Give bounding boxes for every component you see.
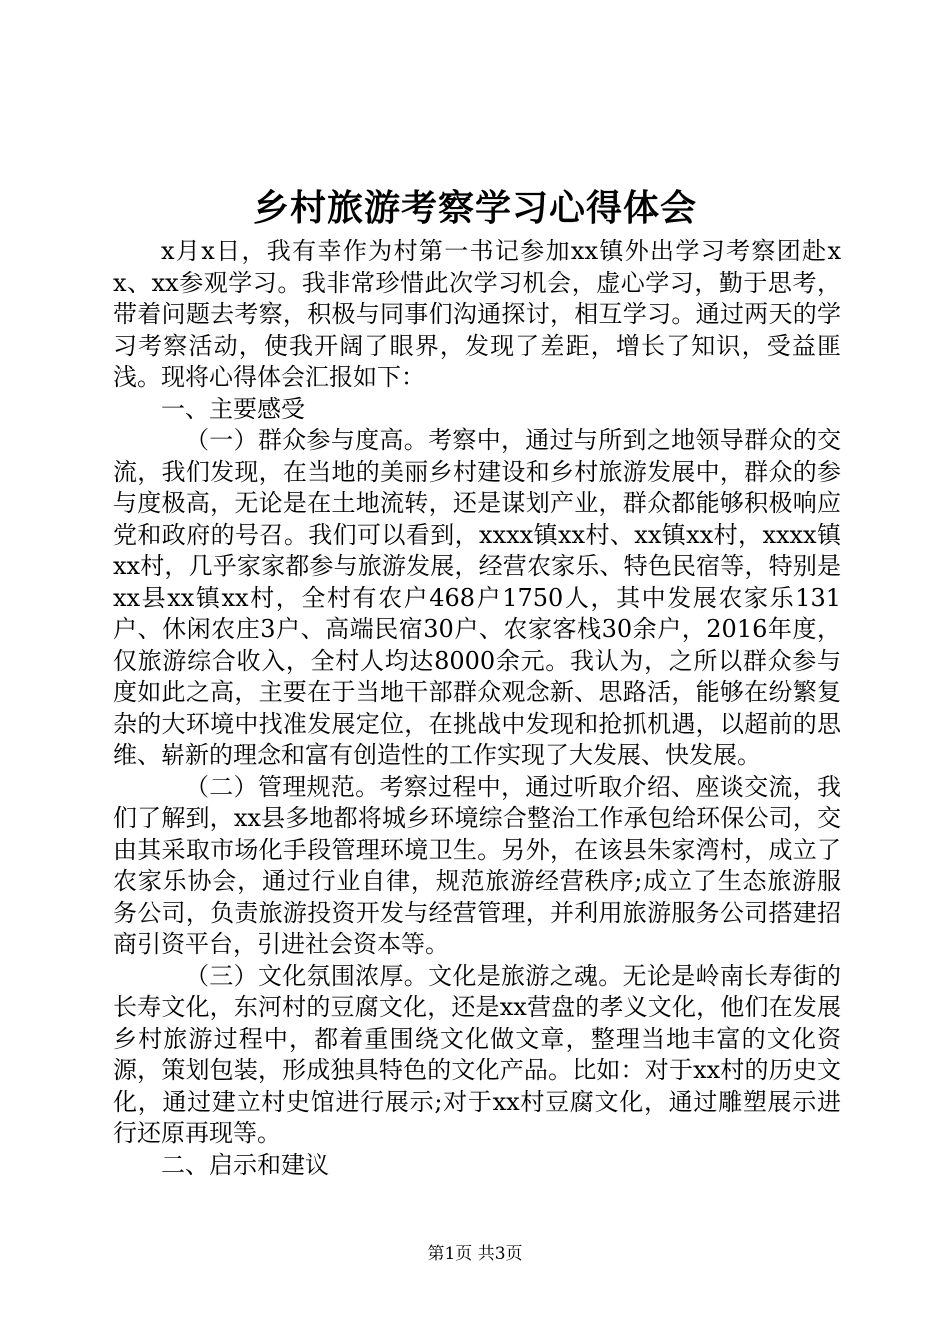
section-paragraph-2: （二）管理规范。考察过程中，通过听取介绍、座谈交流，我们了解到，xx县多地都将城乡环境综合整治工作承包给环保公司，交由其采取市场化手段管理环境卫生。另外，在该县朱家湾村，成立了农家乐协会，通过行业自律，规范旅游经营秩序;成立了生态旅游服务公司，负责旅游投资开发与经营管理，并利用旅游服务公司搭建招商引资平台，引进社会资本等。: [113, 772, 841, 958]
page-footer: 第1页 共3页: [427, 1244, 523, 1264]
section-heading-2: 二、启示和建议: [161, 1150, 329, 1179]
intro-paragraph: x月x日，我有幸作为村第一书记参加xx镇外出学习考察团赴xx、xx参观学习。我非常珍惜此次学习机会，虚心学习，勤于思考，带着问题去考察，积极与同事们沟通探讨，相互学习。通过两天的学习考察活动，使我开阔了眼界，发现了差距，增长了知识，受益匪浅。现将心得体会汇报如下：: [113, 237, 841, 391]
section-paragraph-3: （三）文化氛围浓厚。文化是旅游之魂。无论是岭南长寿街的长寿文化，东河村的豆腐文化，还是xx营盘的孝义文化，他们在发展乡村旅游过程中，都着重围绕文化做文章，整理当地丰富的文化资源，策划包装，形成独具特色的文化产品。比如：对于xx村的历史文化，通过建立村史馆进行展示;对于xx村豆腐文化，通过雕塑展示进行还原再现等。: [113, 961, 841, 1147]
section-heading-1: 一、主要感受: [161, 394, 305, 423]
document-body: [113, 236, 841, 1181]
page-title: 乡村旅游考察学习心得体会: [252, 187, 697, 229]
section-paragraph-1: （一）群众参与度高。考察中，通过与所到之地领导群众的交流，我们发现，在当地的美丽乡村建设和乡村旅游发展中，群众的参与度极高，无论是在土地流转，还是谋划产业，群众都能够积极响应党和政府的号召。我们可以看到，xxxx镇xx村、xx镇xx村，xxxx镇xx村，几乎家家都参与旅游发展，经营农家乐、特色民宿等，特别是xx县xx镇xx村，全村有农户468户1750人，其中发展农家乐131户、休闲农庄3户、高端民宿30户、农家客栈30余户，2016年度，仅旅游综合收入，全村人均达8000余元。我认为，之所以群众参与度如此之高，主要在于当地干部群众观念新、思路活，能够在纷繁复杂的大环境中找准发展定位，在挑战中发现和抢抓机遇，以超前的思维、崭新的理念和富有创造性的工作实现了大发展、快发展。: [113, 426, 841, 769]
